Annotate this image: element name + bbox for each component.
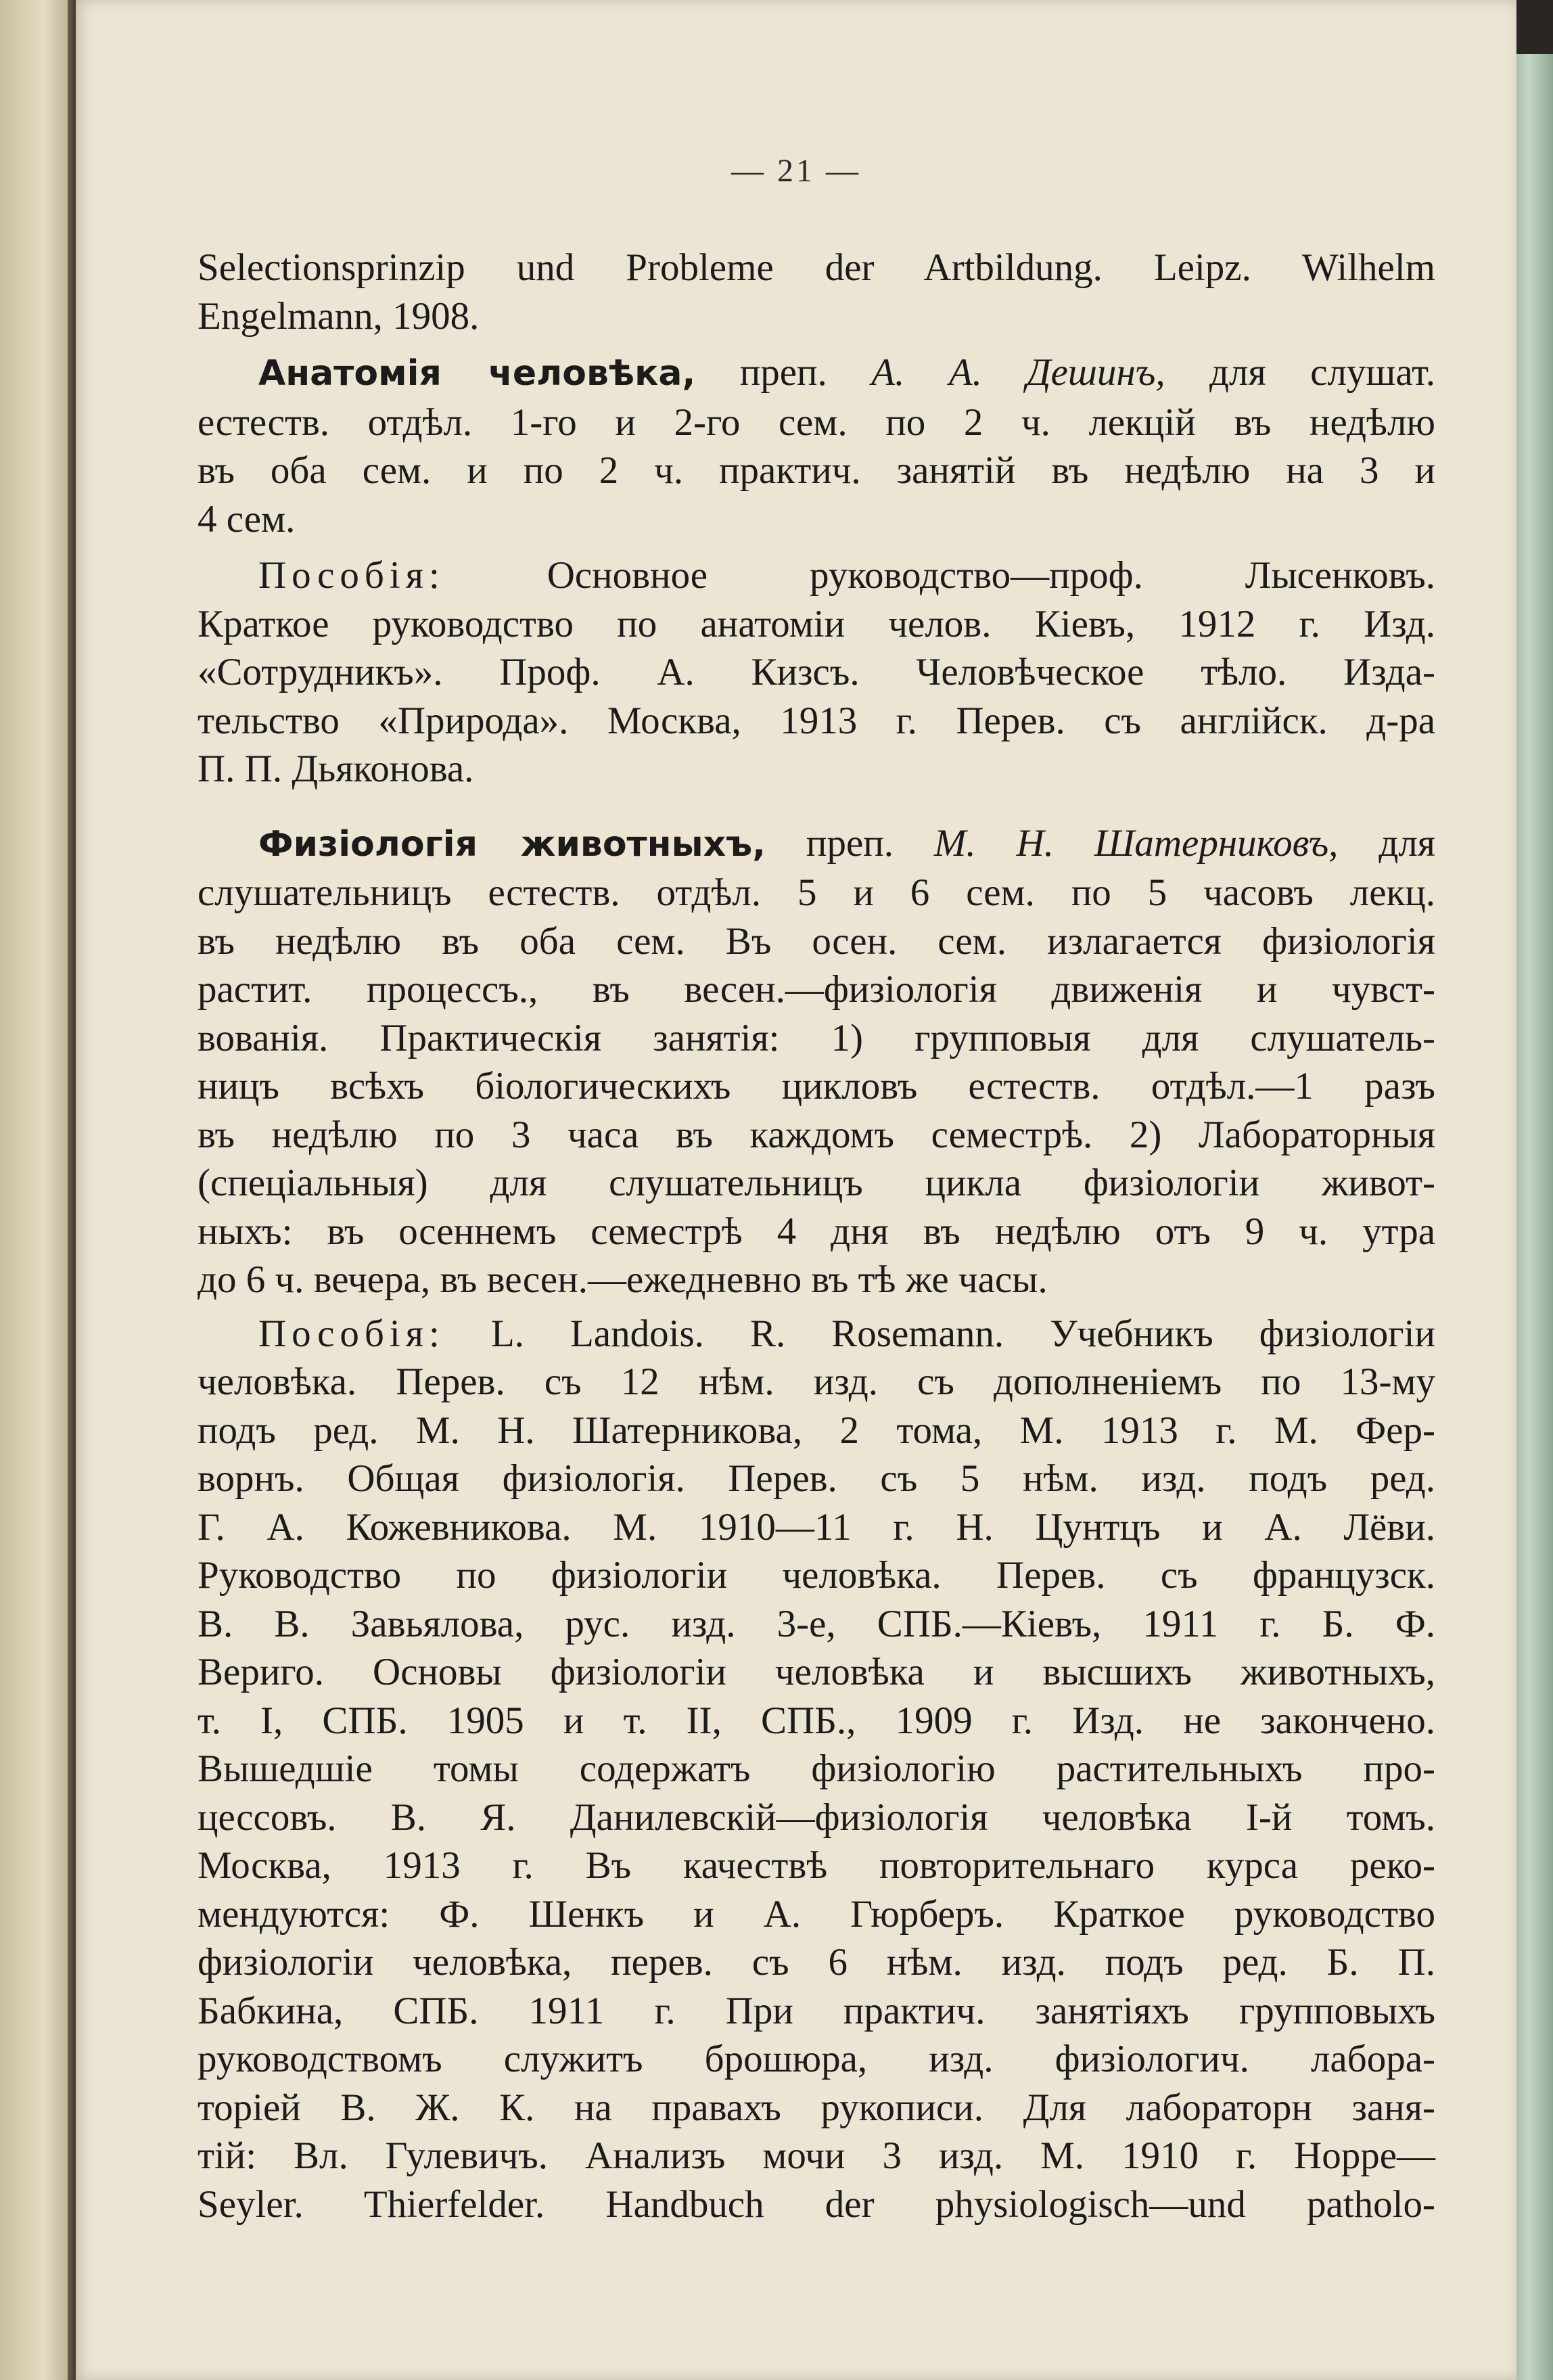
text-line: Г. А. Кожевникова. М. 1910—11 г. Н. Цунтцъ и А. Лёви. — [198, 1505, 1435, 1549]
lecturer-name: А. А. Дешинъ, — [871, 351, 1165, 394]
text-line: подъ ред. М. Н. Шатерникова, 2 тома, М. 1913 г. М. Фер- — [198, 1409, 1435, 1452]
lead-text: преп. — [766, 821, 934, 865]
book-page — [76, 0, 1516, 2380]
text-line: въ недѣлю въ оба сем. Въ осен. сем. излагается физіологія — [198, 919, 1435, 963]
lead-text: преп. — [695, 351, 872, 394]
paragraph-anatomy — [198, 348, 1435, 543]
page-number: — 21 — — [731, 153, 861, 189]
text-line: Engelmann, 1908. — [198, 294, 480, 338]
text-line: руководствомъ служитъ брошюра, изд. физіологич. лабора- — [198, 2038, 1435, 2080]
paragraph-continuation — [198, 244, 1435, 340]
text-line — [198, 1310, 1435, 1358]
text-line: П. П. Дьяконова. — [198, 748, 474, 790]
course-heading: Анатомія человѣка, — [258, 353, 696, 394]
text-line: ныхъ: въ осеннемъ семестрѣ 4 дня въ недѣлю отъ 9 ч. утра — [198, 1210, 1435, 1253]
paragraph-anatomy-textbooks — [198, 551, 1435, 794]
paragraph-physiology — [198, 819, 1435, 1304]
text-fragment: для — [1338, 821, 1436, 865]
page-text — [198, 244, 1435, 2228]
text-line: до 6 ч. вечера, въ весен.—ежедневно въ тѣ же часы. — [198, 1258, 1048, 1301]
section-label: Пособія: — [258, 1312, 445, 1355]
facing-page-edge — [0, 0, 73, 2380]
text-fragment: для слушат. — [1165, 351, 1436, 394]
text-line: въ недѣлю по 3 часа въ каждомъ семестрѣ. 2) Лабораторныя — [198, 1113, 1435, 1156]
text-line: естеств. отдѣл. 1-го и 2-го сем. по 2 ч. лекцій въ недѣлю — [198, 401, 1435, 444]
text-line — [198, 819, 1435, 869]
text-line: Краткое руководство по анатоміи челов. Кіевъ, 1912 г. Изд. — [198, 602, 1435, 645]
text-line: Бабкина, СПБ. 1911 г. При практич. занятіяхъ групповыхъ — [198, 1989, 1435, 2032]
text-line: цессовъ. В. Я. Данилевскій—физіологія человѣка I-й томъ. — [198, 1795, 1435, 1839]
text-line: ницъ всѣхъ біологическихъ цикловъ естеств. отдѣл.—1 разъ — [198, 1065, 1435, 1107]
text-line: мендуются: Ф. Шенкъ и А. Гюрберъ. Краткое руководство — [198, 1892, 1435, 1936]
text-line: ворнъ. Общая физіологія. Перев. съ 5 нѣм. изд. подъ ред. — [198, 1457, 1435, 1500]
text-line: Seyler. Thierfelder. Handbuch der physiologisch—und patholo- — [198, 2182, 1435, 2226]
text-line: физіологіи человѣка, перев. съ 6 нѣм. изд. подъ ред. Б. П. — [198, 1941, 1435, 1984]
paragraph-physiology-textbooks — [198, 1310, 1435, 2229]
text-line: торіей В. Ж. К. на правахъ рукописи. Для лабораторн заня- — [198, 2086, 1435, 2129]
text-line: тій: Вл. Гулевичъ. Анализъ мочи 3 изд. М. 1910 г. Hoppe— — [198, 2134, 1435, 2177]
text-line: тельство «Природа». Москва, 1913 г. Перев. съ англійск. д-ра — [198, 699, 1435, 742]
page-stack-edge — [1512, 54, 1553, 2380]
lecturer-name: М. Н. Шатерниковъ, — [933, 821, 1339, 865]
text-line: растит. процессъ., въ весен.—физіологія движенія и чувст- — [198, 968, 1435, 1011]
text-line: въ оба сем. и по 2 ч. практич. занятій въ недѣлю на 3 и — [198, 449, 1435, 492]
course-heading: Физіологія животныхъ, — [258, 823, 766, 865]
text-line: Москва, 1913 г. Въ качествѣ повторительнаго курса реко- — [198, 1844, 1435, 1887]
text-line: «Сотрудникъ». Проф. А. Кизсъ. Человѣческое тѣло. Изда- — [198, 651, 1435, 693]
text-line: (спеціальныя) для слушательницъ цикла физіологіи живот- — [198, 1162, 1435, 1204]
text-line: 4 сем. — [198, 497, 296, 541]
text-line: т. I, СПБ. 1905 и т. II, СПБ., 1909 г. Изд. не закончено. — [198, 1699, 1435, 1742]
text-line: Selectionsprinzip und Probleme der Artbildung. Leipz. Wilhelm — [198, 246, 1435, 289]
text-line: слушательницъ естеств. отдѣл. 5 и 6 сем. по 5 часовъ лекц. — [198, 871, 1435, 914]
text-line: человѣка. Перев. съ 12 нѣм. изд. съ дополненіемъ по 13-му — [198, 1360, 1435, 1403]
text-line: Вышедшіе томы содержатъ физіологію растительныхъ про- — [198, 1747, 1435, 1790]
text-line: В. В. Завьялова, рус. изд. 3-е, СПБ.—Кіевъ, 1911 г. Б. Ф. — [198, 1602, 1435, 1645]
text-fragment: Основное руководство—проф. Лысенковъ. — [444, 554, 1435, 597]
section-label: Пособія: — [258, 554, 445, 597]
text-line — [198, 551, 1435, 600]
text-line — [198, 348, 1435, 398]
text-line: Вериго. Основы физіологіи человѣка и высшихъ животныхъ, — [198, 1651, 1435, 1693]
text-fragment: L. Landois. R. Rosemann. Учебникъ физіологіи — [444, 1312, 1435, 1355]
text-line: вованія. Практическія занятія: 1) групповыя для слушатель- — [198, 1016, 1435, 1059]
text-line: Руководство по физіологіи человѣка. Перев. съ французск. — [198, 1554, 1435, 1597]
